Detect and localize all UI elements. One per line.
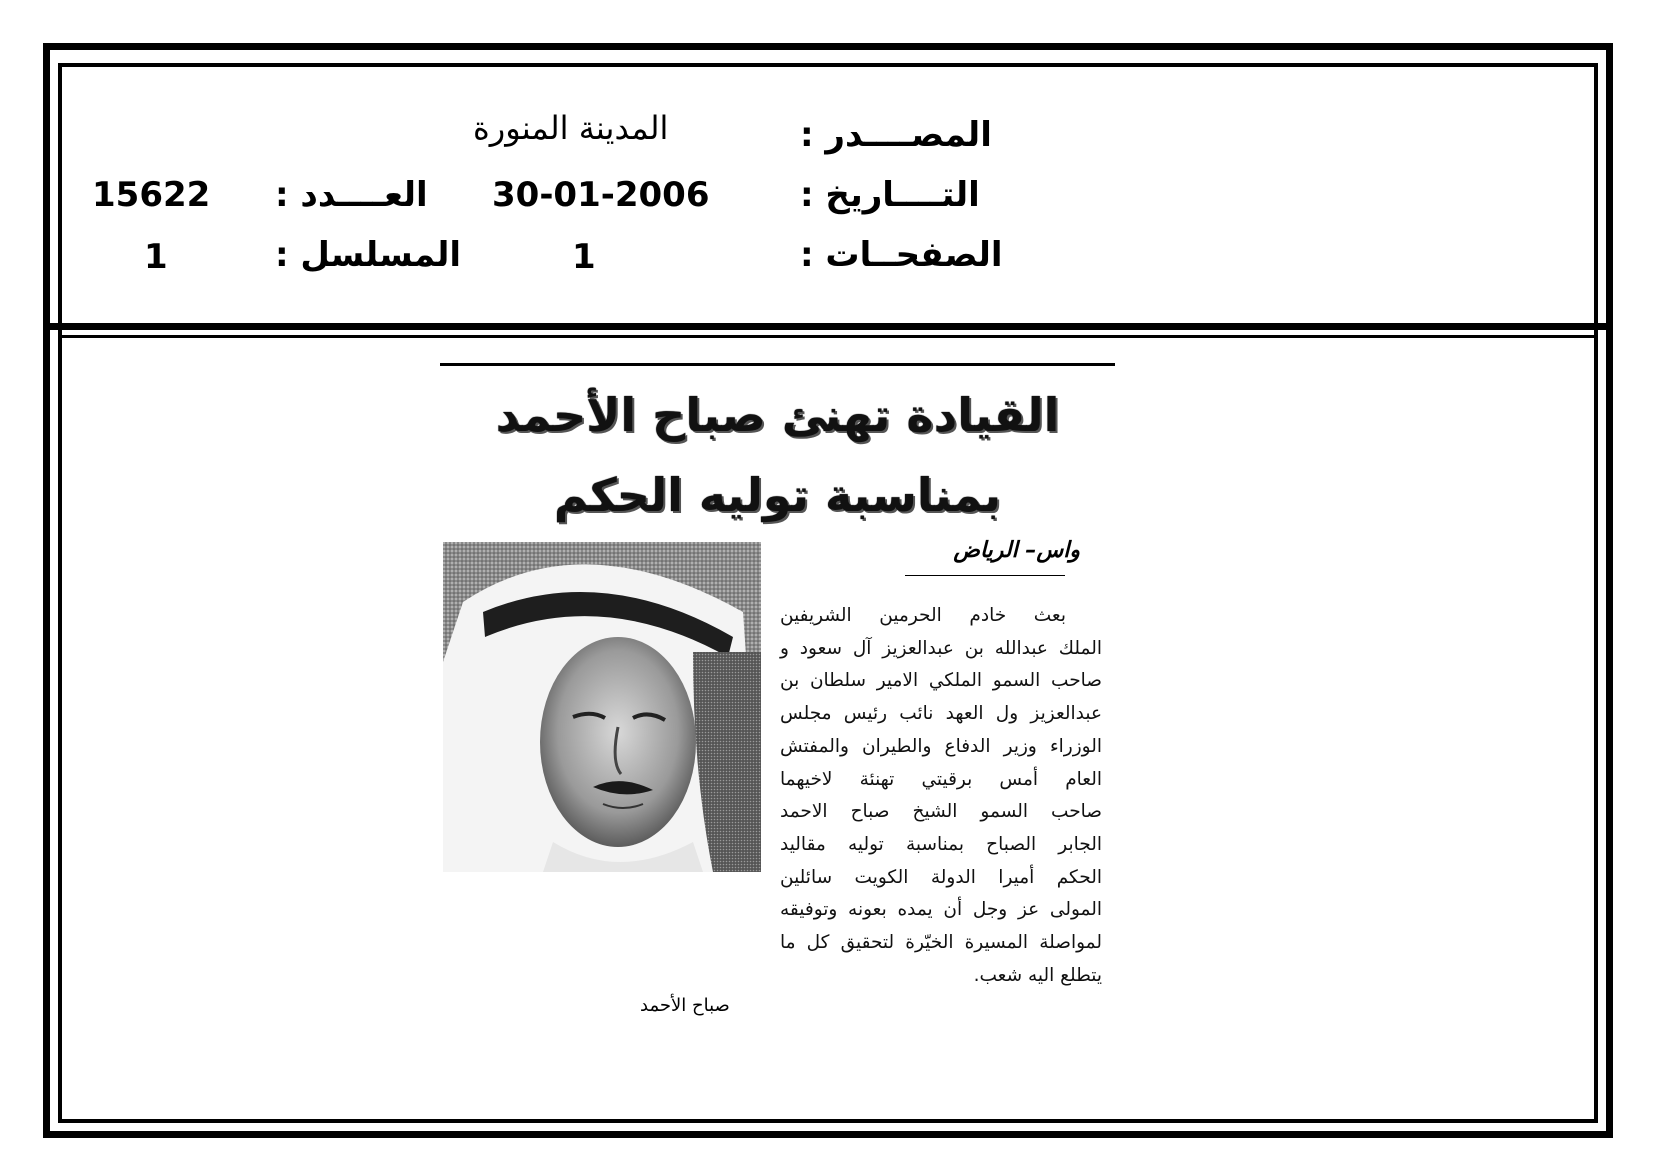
- byline-rule: [905, 575, 1065, 576]
- headline-line-1: القيادة تهنئ صباح الأحمد: [495, 388, 1060, 442]
- source-label: المصــــدر :: [800, 115, 992, 155]
- body-line: الوزراء وزير الدفاع والطيران والمفتش: [780, 735, 1102, 757]
- source-value: المدينة المنورة: [473, 109, 669, 147]
- date-value: 30-01-2006: [492, 175, 710, 215]
- pages-value: 1: [572, 237, 596, 277]
- portrait-photo: [443, 542, 761, 872]
- photo-caption: صباح الأحمد: [640, 995, 730, 1016]
- body-line: لمواصلة المسيرة الخيّرة لتحقيق كل ما: [780, 932, 1102, 954]
- headline-line-2: بمناسبة توليه الحكم: [553, 468, 1002, 522]
- body-line: الجابر الصباح بمناسبة توليه مقاليد: [780, 833, 1102, 855]
- article-body: [780, 600, 1102, 992]
- date-label: التــــاريخ :: [800, 175, 980, 215]
- issue-value: 15622: [92, 175, 211, 215]
- body-line: الملك عبدالله بن عبدالعزيز آل سعود و: [780, 637, 1102, 659]
- header-divider: [46, 323, 1608, 330]
- pages-label: الصفحــات :: [800, 235, 1003, 275]
- serial-value: 1: [144, 237, 168, 277]
- body-line: الحكم أميرا الدولة الكويت سائلين: [780, 866, 1102, 888]
- body-line: عبدالعزيز ول العهد نائب رئيس مجلس: [780, 703, 1102, 725]
- body-line: المولى عز وجل أن يمده بعونه وتوفيقه: [780, 899, 1102, 921]
- serial-label: المسلسل :: [275, 235, 462, 275]
- article-top-rule: [440, 363, 1115, 366]
- body-line: صاحب السمو الملكي الامير سلطان بن: [780, 670, 1102, 692]
- body-line: صاحب السمو الشيخ صباح الاحمد: [780, 801, 1102, 823]
- body-line: العام أمس برقيتي تهنئة لاخيهما: [780, 768, 1102, 790]
- body-line: يتطلع اليه شعب.: [973, 964, 1102, 986]
- issue-label: العــــدد :: [275, 175, 428, 215]
- header-divider-inner: [60, 335, 1596, 338]
- byline: واس– الرياض: [953, 538, 1080, 563]
- body-line: بعث خادم الحرمين الشريفين: [780, 605, 1066, 626]
